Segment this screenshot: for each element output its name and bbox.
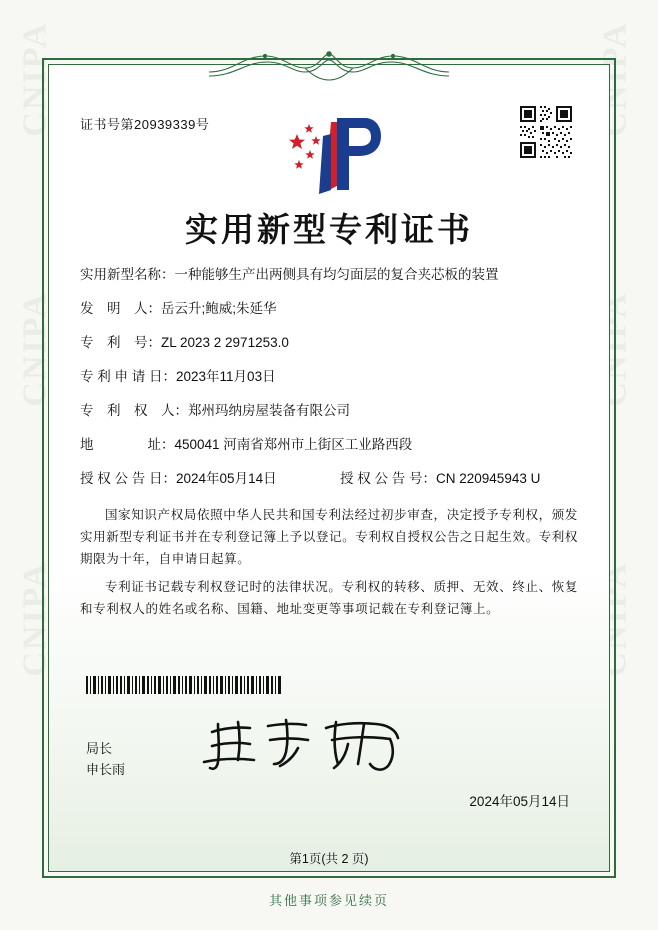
field-address [80, 433, 412, 453]
field-patent-name [80, 263, 499, 283]
legal-paragraph-2: 专利证书记载专利权登记时的法律状况。专利权的转移、质押、无效、终止、恢复和专利权人的姓名或名称、国籍、地址变更等事项记载在专利登记簿上。 [80, 580, 578, 616]
footnote: 其他事项参见续页 [268, 893, 389, 908]
field-separator: ： [422, 471, 437, 486]
field-value: ZL 2023 2 2971253.0 [161, 335, 289, 350]
field-value: 2023年11月03日 [176, 369, 276, 384]
field-separator: ： [162, 471, 177, 486]
field-grant-announcement-date [80, 467, 277, 487]
watermark-text: CNIPA [596, 561, 634, 677]
field-label: 专 利 申 请 日 [80, 369, 163, 384]
page-indicator: 第1页(共 2 页) [289, 852, 369, 866]
field-separator: ： [162, 369, 177, 384]
field-separator: ： [147, 301, 161, 316]
watermark-text: CNIPA [596, 21, 634, 137]
watermark-text: CNIPA [16, 291, 54, 407]
field-value: 一种能够生产出两侧具有均匀面层的复合夹芯板的装置 [174, 267, 499, 282]
field-value: 郑州玛纳房屋装备有限公司 [188, 403, 350, 418]
issue-date: 2024年05月14日 [469, 794, 570, 809]
field-separator: ： [161, 437, 175, 452]
field-patentee [80, 399, 350, 419]
field-value: CN 220945943 U [436, 471, 541, 486]
field-label: 实用新型名称 [80, 267, 161, 282]
director-block [86, 738, 125, 780]
cnipa-emblem-icon [279, 112, 383, 198]
qr-code-icon [520, 106, 572, 158]
field-inventor [80, 297, 277, 317]
certificate-content [48, 64, 610, 872]
field-label: 发 明 人 [80, 301, 148, 316]
field-value: 2024年05月14日 [176, 471, 277, 486]
field-separator: ： [147, 335, 161, 350]
field-grant-announcement-no [340, 467, 540, 487]
field-label: 授 权 公 告 号 [340, 471, 423, 486]
watermark-text: CNIPA [596, 291, 634, 407]
field-separator: ： [174, 403, 188, 418]
director-title: 局长 [86, 741, 113, 756]
legal-paragraph-1: 国家知识产权局依照中华人民共和国专利法经过初步审查，决定授予专利权，颁发实用新型专利证书并在专利登记簿上予以登记。专利权自授权公告之日起生效。专利权期限为十年，自申请日起算。 [80, 508, 578, 566]
director-name: 申长雨 [86, 762, 126, 777]
field-label: 地 址 [80, 437, 161, 452]
handwritten-signature-icon [198, 714, 418, 776]
field-value: 450041 河南省郑州市上街区工业路西段 [174, 437, 413, 452]
field-value: 岳云升;鲍威;朱延华 [161, 301, 277, 316]
field-label: 授 权 公 告 日 [80, 471, 163, 486]
field-application-date [80, 365, 276, 385]
field-patent-number [80, 331, 289, 351]
watermark-text: CNIPA [16, 561, 54, 677]
watermark-text: CNIPA [16, 21, 54, 137]
field-label: 专 利 权 人 [80, 403, 175, 418]
barcode-icon [86, 676, 282, 694]
field-label: 专 利 号 [80, 335, 148, 350]
certificate-number: 证书号第20939339号 [80, 117, 210, 132]
field-separator: ： [161, 267, 175, 282]
page-title: 实用新型专利证书 [185, 213, 473, 249]
